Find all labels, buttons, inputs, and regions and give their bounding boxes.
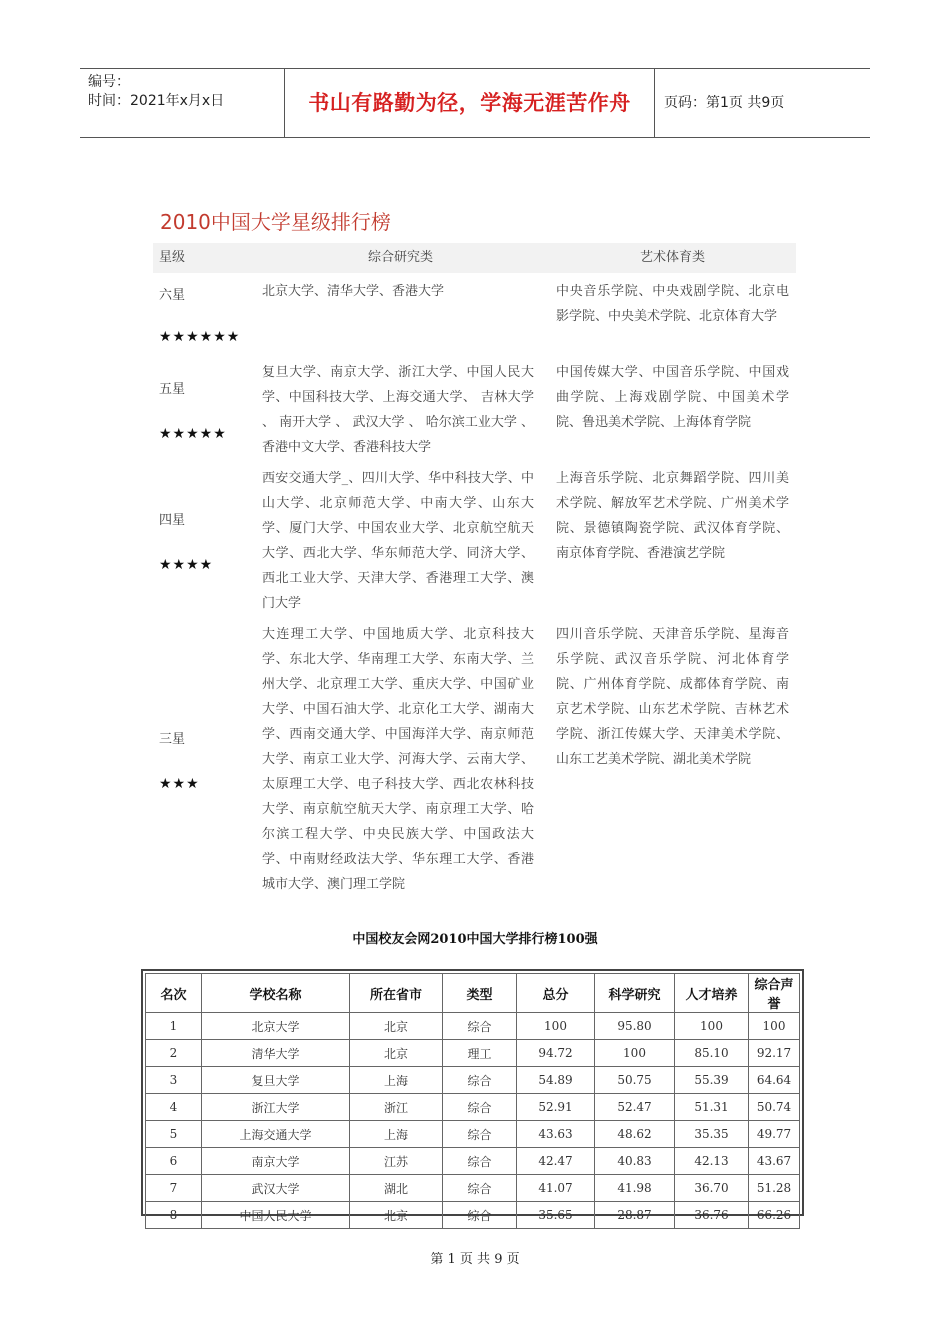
arts-sports-list: 上海音乐学院、北京舞蹈学院、四川美术学院、解放军艺术学院、广州美术学院、景德镇陶瓷学院、武汉体育学院、南京体育学院、香港演艺学院: [556, 471, 789, 561]
star-level: 六星: [159, 288, 186, 303]
star-row-five: [153, 360, 796, 460]
column-header-level: 星级: [159, 250, 186, 265]
cell-talent: 36.70: [675, 1175, 749, 1202]
star-ranking-header: [153, 243, 796, 273]
comprehensive-list: 北京大学、清华大学、香港大学: [262, 284, 445, 299]
header-type: 类型: [443, 974, 517, 1013]
cell-rank: 8: [146, 1202, 202, 1229]
page-footer: 第 1 页 共 9 页: [430, 1252, 520, 1267]
cell-type: 综合: [443, 1202, 517, 1229]
cell-rank: 4: [146, 1094, 202, 1121]
cell-school: 浙江大学: [202, 1094, 350, 1121]
top100-table: [145, 973, 800, 1229]
header-reputation: 综合声誉: [749, 974, 800, 1013]
cell-type: 综合: [443, 1094, 517, 1121]
cell-reputation: 66.26: [749, 1202, 800, 1229]
table-header-row: [146, 974, 800, 1013]
table-row: [146, 1067, 800, 1094]
cell-school: 武汉大学: [202, 1175, 350, 1202]
header-total: 总分: [517, 974, 595, 1013]
cell-rank: 6: [146, 1148, 202, 1175]
table-row: [146, 1094, 800, 1121]
star-rating: ★★★★★★: [159, 329, 241, 345]
cell-rank: 1: [146, 1013, 202, 1040]
cell-province: 上海: [350, 1121, 443, 1148]
star-level: 五星: [159, 382, 186, 397]
cell-talent: 55.39: [675, 1067, 749, 1094]
cell-type: 综合: [443, 1121, 517, 1148]
cell-rank: 2: [146, 1040, 202, 1067]
cell-total: 35.65: [517, 1202, 595, 1229]
cell-rank: 3: [146, 1067, 202, 1094]
header-meta: [88, 73, 284, 111]
table-row: [146, 1148, 800, 1175]
cell-total: 41.07: [517, 1175, 595, 1202]
comprehensive-list: 大连理工大学、中国地质大学、北京科技大学、东北大学、华南理工大学、东南大学、兰州大学、北京理工大学、重庆大学、中国矿业大学、中国石油大学、北京化工大学、湖南大学、西南交通大学、中国海洋大学、南京师范大学、南京工业大学、河海大学、云南大学、太原理工大学、电子科技大学、西北农林科技大学、南京航空航天大学、南京理工大学、哈尔滨工程大学、中央民族大学、中国政法大学、中南财经政法大学、华东理工大学、香港城市大学、澳门理工学院: [262, 627, 534, 892]
star-rating: ★★★: [159, 776, 200, 792]
arts-sports-list: 四川音乐学院、天津音乐学院、星海音乐学院、武汉音乐学院、河北体育学院、广州体育学院、成都体育学院、南京艺术学院、山东艺术学院、吉林艺术学院、浙江传媒大学、天津美术学院、山东工艺美术学院、湖北美术学院: [556, 627, 789, 767]
header-research: 科学研究: [595, 974, 675, 1013]
cell-talent: 51.31: [675, 1094, 749, 1121]
arts-sports-list: 中央音乐学院、中央戏剧学院、北京电影学院、中央美术学院、北京体育大学: [556, 284, 789, 324]
star-rating: ★★★★: [159, 557, 214, 573]
cell-reputation: 92.17: [749, 1040, 800, 1067]
cell-total: 52.91: [517, 1094, 595, 1121]
comprehensive-list: 复旦大学、南京大学、浙江大学、中国人民大学、中国科技大学、上海交通大学、 吉林大学 、 南开大学 、 武汉大学 、 哈尔滨工业大学 、香港中文大学、香港科技大学: [262, 365, 534, 455]
header-page-number: 页码：第1页 共9页: [664, 95, 785, 111]
cell-research: 100: [595, 1040, 675, 1067]
table-row: [146, 1013, 800, 1040]
cell-reputation: 50.74: [749, 1094, 800, 1121]
table-row: [146, 1040, 800, 1067]
cell-rank: 7: [146, 1175, 202, 1202]
cell-research: 48.62: [595, 1121, 675, 1148]
star-row-six: [153, 279, 796, 355]
cell-talent: 100: [675, 1013, 749, 1040]
cell-research: 40.83: [595, 1148, 675, 1175]
cell-province: 北京: [350, 1202, 443, 1229]
cell-reputation: 49.77: [749, 1121, 800, 1148]
cell-total: 43.63: [517, 1121, 595, 1148]
cell-school: 南京大学: [202, 1148, 350, 1175]
table-row: [146, 1121, 800, 1148]
cell-type: 综合: [443, 1148, 517, 1175]
star-level: 三星: [159, 732, 186, 747]
header-province: 所在省市: [350, 974, 443, 1013]
cell-school: 北京大学: [202, 1013, 350, 1040]
document-date: 时间：2021年x月x日: [88, 93, 225, 109]
cell-talent: 36.76: [675, 1202, 749, 1229]
star-rating: ★★★★★: [159, 426, 227, 442]
header-motto: 书山有路勤为径，学海无涯苦作舟: [308, 91, 631, 115]
cell-research: 52.47: [595, 1094, 675, 1121]
table-row: [146, 1175, 800, 1202]
document-number: 编号：: [88, 74, 130, 90]
column-header-arts-sports: 艺术体育类: [640, 250, 706, 265]
cell-school: 上海交通大学: [202, 1121, 350, 1148]
top100-title: 中国校友会网2010中国大学排行榜100强: [352, 932, 598, 947]
comprehensive-list: 西安交通大学_、四川大学、华中科技大学、中山大学、北京师范大学、中南大学、山东大学、厦门大学、中国农业大学、北京航空航天大学、西北大学、华东师范大学、同济大学、西北工业大学、天津大学、香港理工大学、澳门大学: [262, 471, 534, 611]
cell-school: 复旦大学: [202, 1067, 350, 1094]
cell-total: 94.72: [517, 1040, 595, 1067]
cell-research: 95.80: [595, 1013, 675, 1040]
cell-province: 湖北: [350, 1175, 443, 1202]
cell-talent: 35.35: [675, 1121, 749, 1148]
cell-type: 综合: [443, 1067, 517, 1094]
cell-province: 浙江: [350, 1094, 443, 1121]
cell-province: 北京: [350, 1040, 443, 1067]
cell-province: 上海: [350, 1067, 443, 1094]
cell-total: 42.47: [517, 1148, 595, 1175]
cell-reputation: 100: [749, 1013, 800, 1040]
top100-table-frame: [141, 969, 804, 1223]
cell-type: 综合: [443, 1175, 517, 1202]
star-ranking-title: 2010中国大学星级排行榜: [160, 210, 391, 234]
header-rank: 名次: [146, 974, 202, 1013]
page-header: [80, 68, 870, 138]
star-row-four: [153, 466, 796, 616]
star-level: 四星: [159, 513, 186, 528]
cell-research: 50.75: [595, 1067, 675, 1094]
cell-province: 北京: [350, 1013, 443, 1040]
table-row: [146, 1202, 800, 1229]
cell-research: 28.87: [595, 1202, 675, 1229]
cell-reputation: 43.67: [749, 1148, 800, 1175]
cell-reputation: 51.28: [749, 1175, 800, 1202]
cell-talent: 42.13: [675, 1148, 749, 1175]
cell-rank: 5: [146, 1121, 202, 1148]
cell-type: 理工: [443, 1040, 517, 1067]
cell-research: 41.98: [595, 1175, 675, 1202]
cell-reputation: 64.64: [749, 1067, 800, 1094]
header-divider: [654, 69, 655, 137]
cell-province: 江苏: [350, 1148, 443, 1175]
cell-type: 综合: [443, 1013, 517, 1040]
cell-talent: 85.10: [675, 1040, 749, 1067]
cell-school: 中国人民大学: [202, 1202, 350, 1229]
star-row-three: [153, 622, 796, 897]
header-talent: 人才培养: [675, 974, 749, 1013]
arts-sports-list: 中国传媒大学、中国音乐学院、中国戏曲学院、上海戏剧学院、中国美术学院、鲁迅美术学院、上海体育学院: [556, 365, 789, 430]
cell-total: 54.89: [517, 1067, 595, 1094]
cell-school: 清华大学: [202, 1040, 350, 1067]
header-school: 学校名称: [202, 974, 350, 1013]
column-header-comprehensive: 综合研究类: [368, 250, 434, 265]
cell-total: 100: [517, 1013, 595, 1040]
